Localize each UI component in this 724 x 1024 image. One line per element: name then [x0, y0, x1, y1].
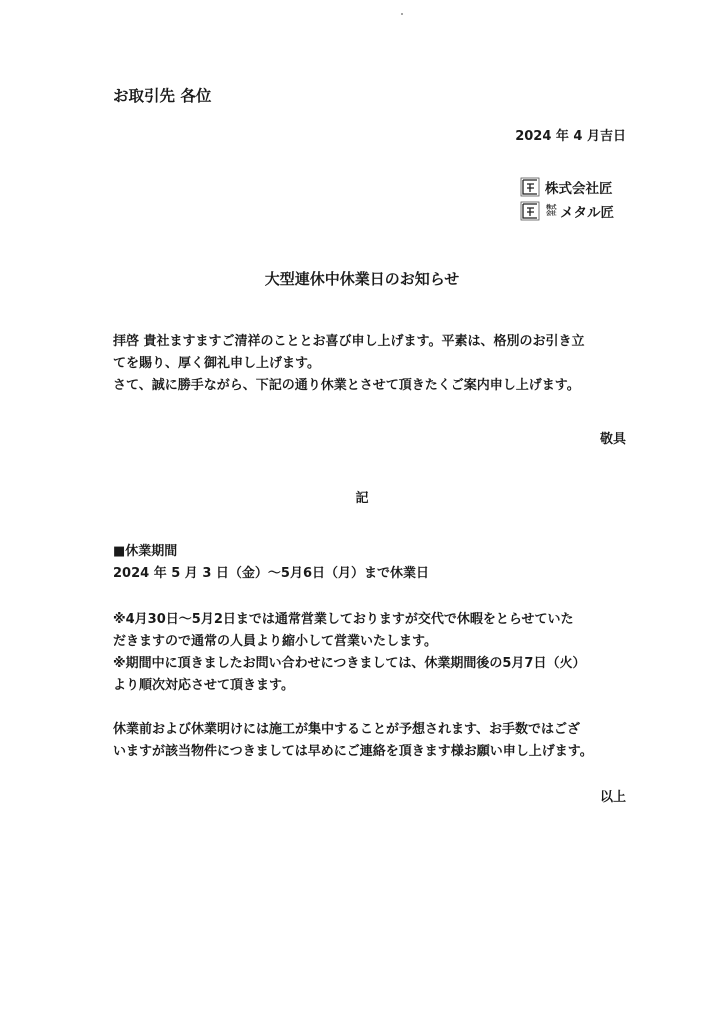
- scan-speck: [401, 13, 403, 15]
- period-heading: ■休業期間: [113, 544, 178, 559]
- closing-keigu: 敬具: [599, 432, 626, 447]
- ki-heading: 記: [355, 491, 369, 506]
- company-name-1: 株式会社匠: [545, 181, 613, 197]
- request-line-2: いますが該当物件につきましては早めにご連絡を頂きます様お願い申し上げます。: [113, 744, 593, 759]
- addressee: お取引先 各位: [113, 87, 212, 105]
- letter-title: 大型連休中休業日のお知らせ: [264, 270, 460, 288]
- period-text: 2024 年 5 月 3 日（金）～5月6日（月）まで休業日: [113, 566, 429, 581]
- greeting-line-2: てを賜り、厚く御礼申し上げます。: [113, 356, 320, 371]
- note-2-line-2: より順次対応させて頂きます。: [113, 678, 294, 693]
- note-1-line-2: だきますので通常の人員より縮小して営業いたします。: [113, 634, 437, 649]
- closing-ijou: 以上: [599, 790, 626, 805]
- note-1-line-1: ※4月30日～5月2日までは通常営業しておりますが交代で休暇をとらせていた: [113, 612, 574, 627]
- note-2-line-1: ※期間中に頂きましたお問い合わせにつきましては、休業期間後の5月7日（火）: [113, 656, 586, 671]
- letter-date: 2024 年 4 月吉日: [515, 129, 626, 144]
- greeting-line-3: さて、誠に勝手ながら、下記の通り休業とさせて頂きたくご案内申し上げます。: [113, 378, 580, 393]
- takumi-logo-icon: [520, 177, 540, 197]
- greeting-line-1: 拝啓 貴社ますますご清祥のこととお喜び申し上げます。平素は、格別のお引き立: [113, 334, 585, 349]
- company-takumi: [520, 176, 613, 198]
- company-name-2: メタル匠: [560, 205, 614, 221]
- takumi-logo-icon: [520, 201, 540, 221]
- company-metal-takumi: [520, 200, 614, 222]
- company-prefix: 株式会社: [545, 205, 556, 217]
- request-line-1: 休業前および休業明けには施工が集中することが予想されます、お手数ではござ: [113, 722, 580, 737]
